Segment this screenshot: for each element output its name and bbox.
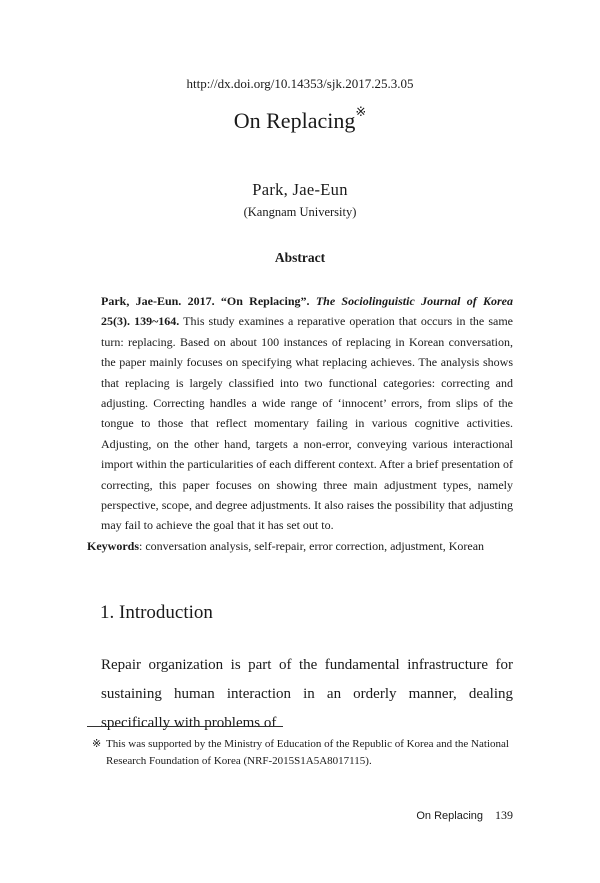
citation-authors-year: Park, Jae-Eun. 2017. “On Replacing”. [101, 294, 310, 308]
abstract-body [87, 291, 513, 556]
page-number: 139 [495, 808, 513, 822]
footnote-divider [87, 726, 283, 727]
footnote-text-1: This was supported by the Ministry of Education of the Republic of Korea and the National [106, 738, 509, 750]
footnote-mark: ※ [92, 738, 102, 750]
citation-volume: 25(3). [101, 314, 130, 329]
doi-link[interactable]: http://dx.doi.org/10.14353/sjk.2017.25.3.05 [186, 76, 414, 91]
paper-title-text: On Replacing [233, 108, 356, 133]
abstract-heading: Abstract [274, 250, 326, 265]
footnote-line-1 [92, 736, 513, 753]
title-footnote-mark: ※ [355, 104, 367, 119]
citation-pages: 139~164. [134, 314, 180, 329]
keywords-label: Keywords [87, 538, 139, 553]
abstract-text: This study examines a reparative operation that occurs in the same turn: replacing. Based on about 100 instances of replacing in Korean conversation, the paper mainly focuses on specifying what replacing achieves. The analysis shows that replacing is largely classified into two functional categories: correcting and adjusting. Correcting handles a wide range of ‘innocent’ errors, from slips of the tongue to those that reflect momentary failing in various cognitive activities. Adjusting, on the other hand, targets a non-error, conveying various interactional import within the particularities of each different context. After a brief presentation of correcting, this paper focuses on showing three main adjustment types, namely perspective, scope, and degree adjustments. It also raises the possibility that adjusting may fail to achieve the goal that it has set out to. [101, 314, 513, 533]
abstract-paragraph [87, 291, 513, 536]
running-title: On Replacing [416, 810, 483, 822]
keywords-list: : conversation analysis, self-repair, error correction, adjustment, Korean [139, 538, 485, 553]
paper-title [0, 104, 600, 134]
author-name: Park, Jae-Eun [252, 180, 348, 199]
introduction-text: Repair organization is part of the fundamental infrastructure for sustaining human interaction in an orderly manner, dealing specifically with problems of [101, 657, 513, 731]
footnote-text-2: Research Foundation of Korea (NRF-2015S1A5A8017115). [106, 755, 372, 767]
keywords-line [87, 536, 513, 556]
footnote [92, 736, 513, 770]
introduction-paragraph [87, 651, 513, 738]
citation-journal: The Sociolinguistic Journal of Korea [315, 294, 513, 308]
author-affiliation: (Kangnam University) [243, 205, 357, 219]
section-heading-introduction: 1. Introduction [100, 602, 213, 623]
page-footer [416, 808, 513, 823]
